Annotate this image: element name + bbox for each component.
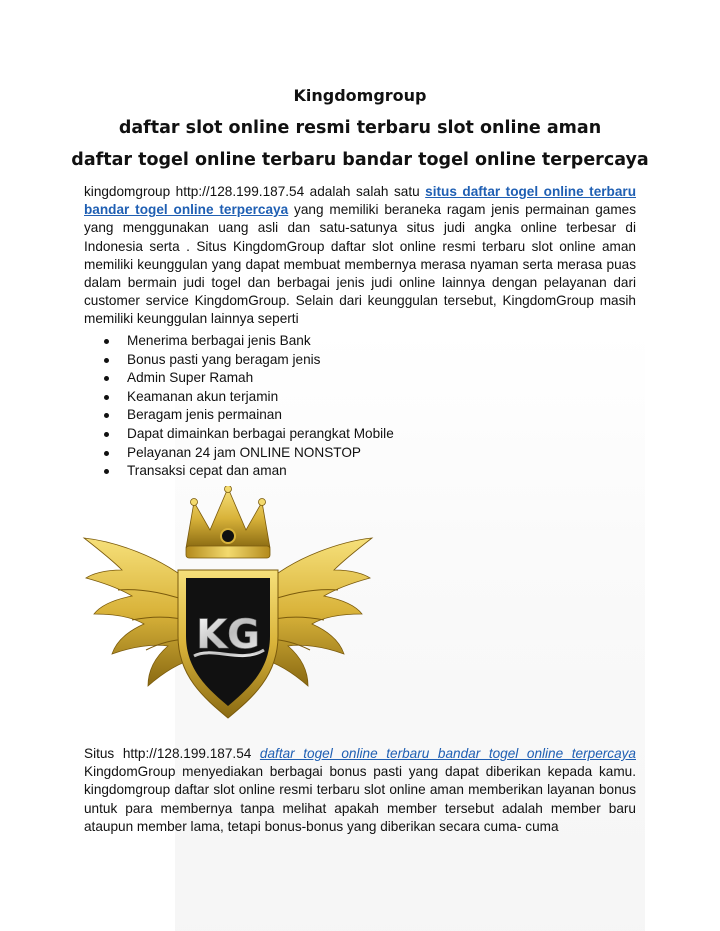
list-item xyxy=(104,351,394,370)
intro-link[interactable]: situs daftar togel online terbaru bandar togel online terpercaya xyxy=(84,184,637,218)
closing-paragraph xyxy=(84,745,636,836)
bullet-icon xyxy=(104,432,109,437)
bullet-icon xyxy=(104,376,109,381)
list-item xyxy=(104,462,394,481)
bullet-icon xyxy=(104,469,109,474)
list-item xyxy=(104,444,394,463)
list-item-text: Bonus pasti yang beragam jenis xyxy=(127,351,321,367)
list-item-text: Dapat dimainkan berbagai perangkat Mobile xyxy=(127,425,394,441)
bullet-icon xyxy=(104,395,109,400)
bullet-icon xyxy=(104,413,109,418)
list-item xyxy=(104,388,394,407)
intro-text-start: kingdomgroup http://128.199.187.54 adalah salah satu xyxy=(84,184,426,199)
crown-icon xyxy=(186,486,270,558)
list-item-text: Keamanan akun terjamin xyxy=(127,388,279,404)
list-item-text: Menerima berbagai jenis Bank xyxy=(127,333,311,348)
list-item-text: Pelayanan 24 jam ONLINE NONSTOP xyxy=(127,444,361,460)
closing-text-end: KingdomGroup menyediakan berbagai bonus pasti yang dapat diberikan kepada kamu. kingdomgroup daftar slot online resmi terbaru slot online aman memberikan layanan bonus untuk para membernya tanpa melihat apakah member tersebut adalah member baru ataupun member lama, tetapi bonus-bonus yang diberikan secara cuma- cuma xyxy=(84,764,636,834)
list-item xyxy=(104,332,394,351)
bullet-icon xyxy=(104,339,109,344)
document-subtitle-2: daftar togel online terbaru bandar togel online terpercaya xyxy=(71,150,649,170)
kg-monogram: KG xyxy=(196,612,260,658)
list-item-text: Admin Super Ramah xyxy=(127,370,254,386)
bullet-icon xyxy=(104,358,109,363)
document-subtitle-1: daftar slot online resmi terbaru slot online aman xyxy=(118,118,602,138)
intro-paragraph xyxy=(84,183,636,329)
list-item-text: Beragam jenis permainan xyxy=(127,407,282,423)
closing-link[interactable]: daftar togel online terbaru bandar togel online terpercaya xyxy=(259,746,636,761)
closing-text-start: Situs http://128.199.187.54 xyxy=(84,746,260,761)
list-item xyxy=(104,425,394,444)
list-item xyxy=(104,369,394,388)
list-item-text: Transaksi cepat dan aman xyxy=(127,463,287,479)
list-item xyxy=(104,406,394,425)
feature-list xyxy=(104,332,394,481)
kingdomgroup-logo xyxy=(82,486,374,740)
document-title: Kingdomgroup xyxy=(293,86,427,105)
bullet-icon xyxy=(104,451,109,456)
intro-text-end: yang memiliki beraneka ragam jenis permainan games yang menggunakan uang asli dan satu-satunya situs judi angka online terbesar di Indonesia serta . Situs KingdomGroup daftar slot online resmi terbaru slot online aman memiliki keunggulan yang dapat membuat membernya merasa nyaman serta merasa puas dalam bermain judi togel dan berbagai jenis judi online lainnya dengan pelayanan dari customer service KingdomGroup. Selain dari keunggulan tersebut, KingdomGroup masih memiliki keunggulan lainnya seperti xyxy=(84,202,636,327)
